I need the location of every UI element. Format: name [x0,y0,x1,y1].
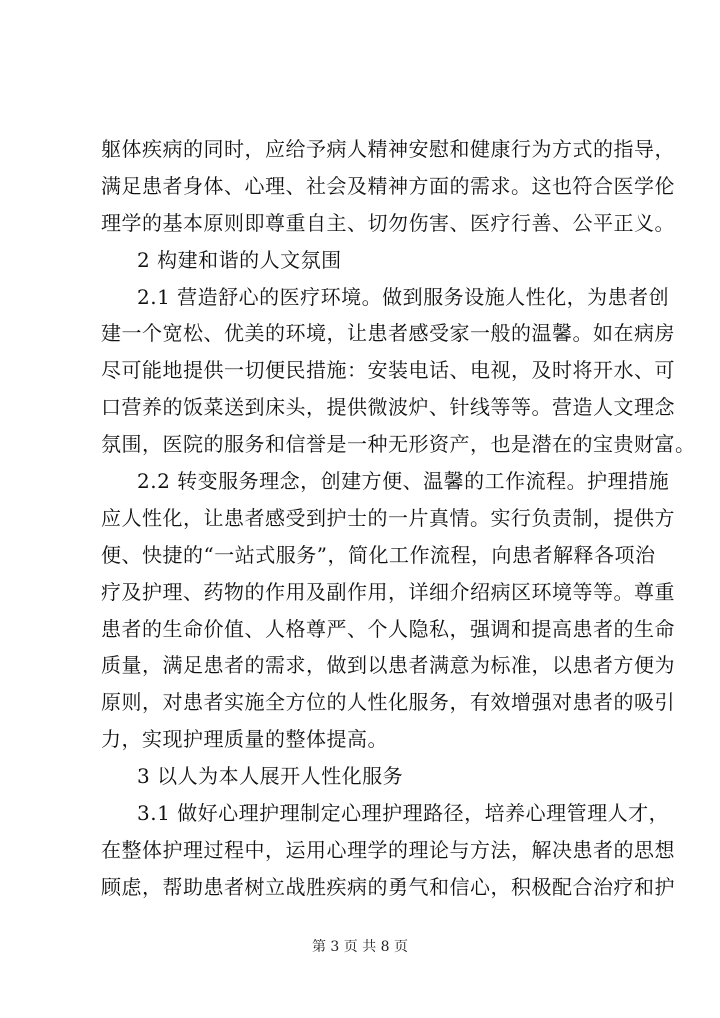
paragraph-start: 3.1 做好心理护理制定心理护理路径，培养心理管理人才， [137,801,670,826]
text-line: 氛围，医院的服务和信誉是一种无形资产，也是潜在的宝贵财富。 [101,432,696,457]
section-heading: 2 构建和谐的人文氛围 [137,247,342,272]
text-line: 口营养的饭菜送到床头，提供微波炉、针线等等。营造人文理念 [101,395,675,420]
section-heading: 3 以人为本人展开人性化服务 [137,764,404,789]
text-line: 应人性化，让患者感受到护士的一片真情。实行负责制，提供方 [101,505,675,530]
text-line: 建一个宽松、优美的环境，让患者感受家一般的温馨。如在病房 [101,321,675,346]
page-number-label: 第 3 页 共 8 页 [311,939,409,955]
document-body [101,131,696,906]
paragraph-start: 2.2 转变服务理念，创建方便、温馨的工作流程。护理措施 [137,469,670,494]
text-line: 便、快捷的“一站式服务”，简化工作流程，向患者解释各项治 [101,542,656,567]
text-line: 躯体疾病的同时，应给予病人精神安慰和健康行为方式的指导， [101,137,675,161]
text-line: 患者的生命价值、人格尊严、个人隐私，强调和提高患者的生命 [101,616,675,641]
text-line: 理学的基本原则即尊重自主、切勿伤害、医疗行善、公平正义。 [101,210,675,235]
text-line: 在整体护理过程中，运用心理学的理论与方法，解决患者的思想 [101,837,675,862]
text-line: 原则，对患者实施全方位的人性化服务，有效增强对患者的吸引 [101,690,675,715]
text-line: 顾虑，帮助患者树立战胜疾病的勇气和信心，积极配合治疗和护 [101,874,675,899]
paragraph-start: 2.1 营造舒心的医疗环境。做到服务设施人性化，为患者创 [137,284,670,309]
text-line: 尽可能地提供一切便民措施：安装电话、电视，及时将开水、可 [101,358,675,383]
text-line: 满足患者身体、心理、社会及精神方面的需求。这也符合医学伦 [101,173,675,198]
text-line: 疗及护理、药物的作用及副作用，详细介绍病区环境等等。尊重 [101,579,675,604]
text-line: 质量，满足患者的需求，做到以患者满意为标准，以患者方便为 [101,653,675,678]
page-footer [0,937,720,957]
text-line: 力，实现护理质量的整体提高。 [101,727,388,752]
